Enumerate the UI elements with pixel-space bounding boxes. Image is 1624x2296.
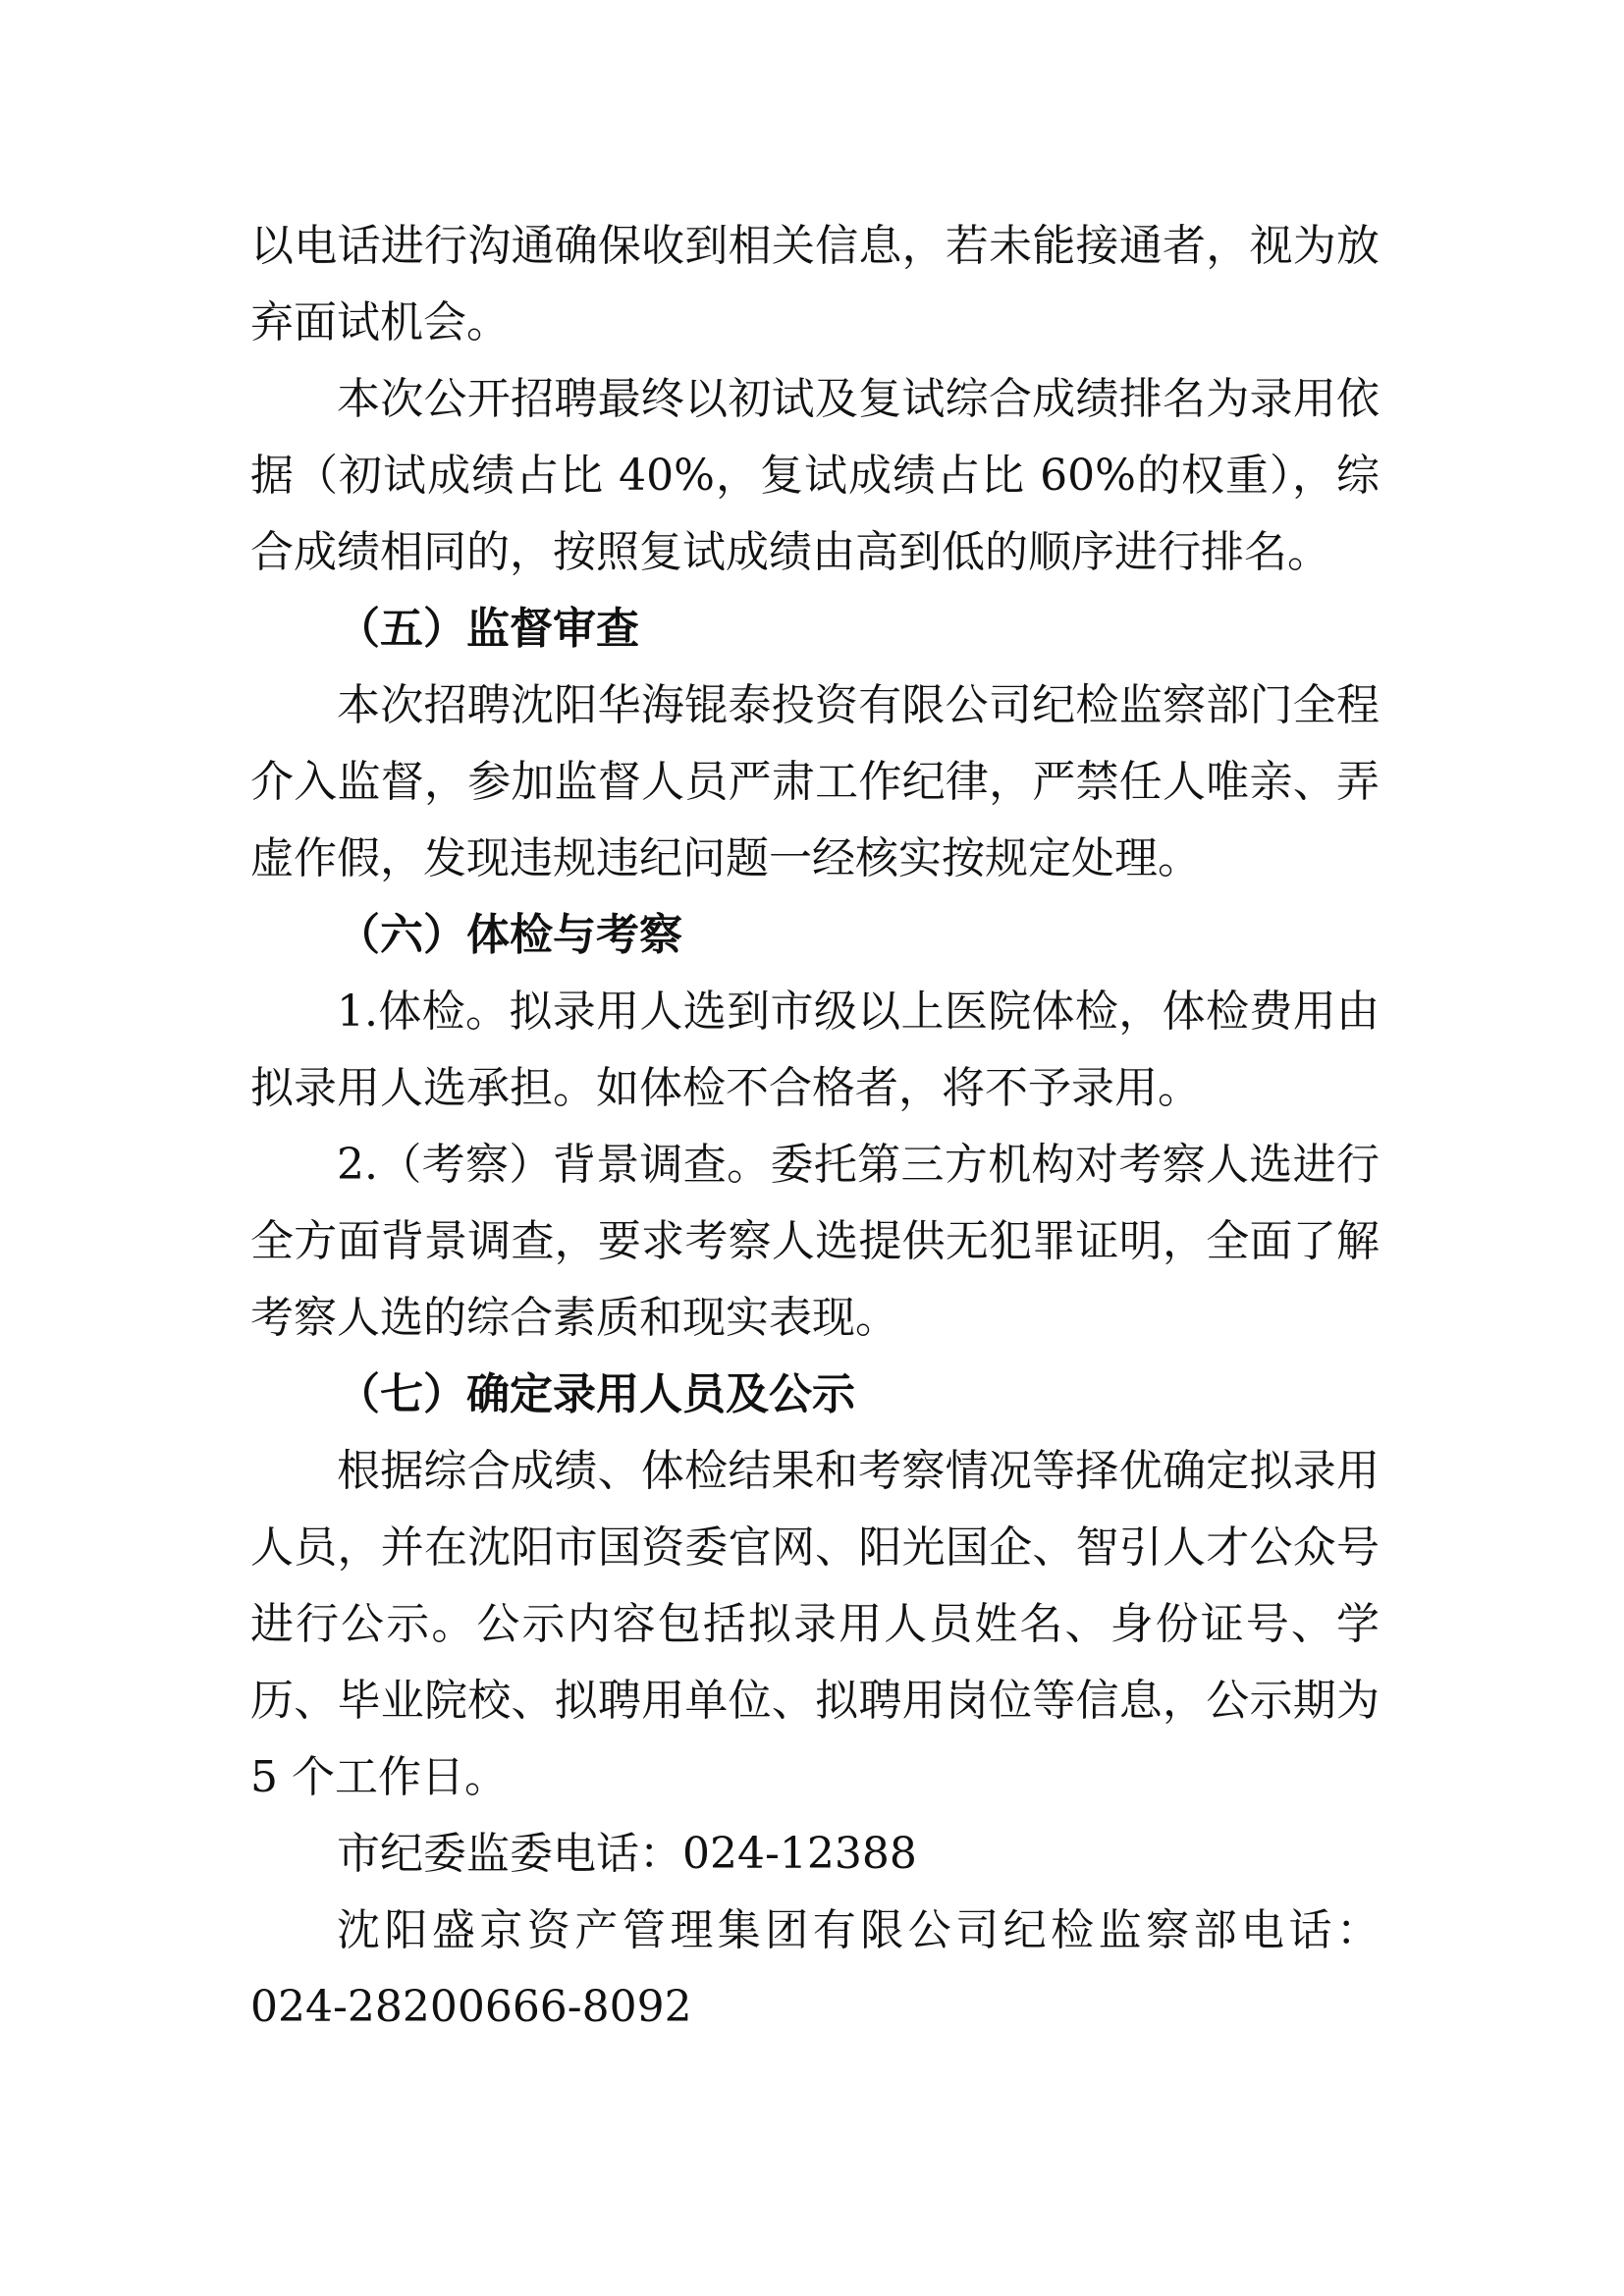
paragraph-publicity: 根据综合成绩、体检结果和考察情况等择优确定拟录用人员，并在沈阳市国资委官网、阳光国企、智引人才公众号进行公示。公示内容包括拟录用人员姓名、身份证号、学历、毕业院校、拟聘用单位、拟聘用岗位等信息，公示期为 5 个工作日。 xyxy=(250,1446,1380,1802)
paragraph-continued: 以电话进行沟通确保收到相关信息，若未能接通者，视为放弃面试机会。 xyxy=(250,221,1380,347)
paragraph-score-ranking: 本次公开招聘最终以初试及复试综合成绩排名为录用依据（初试成绩占比 40%，复试成绩占比 60%的权重），综合成绩相同的，按照复试成绩由高到低的顺序进行排名。 xyxy=(250,374,1380,577)
paragraph-background-check: 2.（考察）背景调查。委托第三方机构对考察人选进行全方面背景调查，要求考察人选提供无犯罪证明，全面了解考察人选的综合素质和现实表现。 xyxy=(250,1140,1380,1343)
heading-hiring-publicity: （七）确定录用人员及公示 xyxy=(337,1369,855,1419)
heading-medical-and-review: （六）体检与考察 xyxy=(337,910,682,960)
heading-supervision: （五）监督审查 xyxy=(337,604,639,654)
document-body xyxy=(250,208,1380,2046)
paragraph-medical-exam: 1.体检。拟录用人选到市级以上医院体检，体检费用由拟录用人选承担。如体检不合格者，将不予录用。 xyxy=(250,987,1380,1113)
paragraph-phone-group: 沈阳盛京资产管理集团有限公司纪检监察部电话：024-28200666-8092 xyxy=(250,1905,1380,2032)
paragraph-phone-commission: 市纪委监委电话：024-12388 xyxy=(337,1829,917,1879)
paragraph-supervision: 本次招聘沈阳华海锟泰投资有限公司纪检监察部门全程介入监督，参加监督人员严肃工作纪律，严禁任人唯亲、弄虚作假，发现违规违纪问题一经核实按规定处理。 xyxy=(250,680,1380,883)
